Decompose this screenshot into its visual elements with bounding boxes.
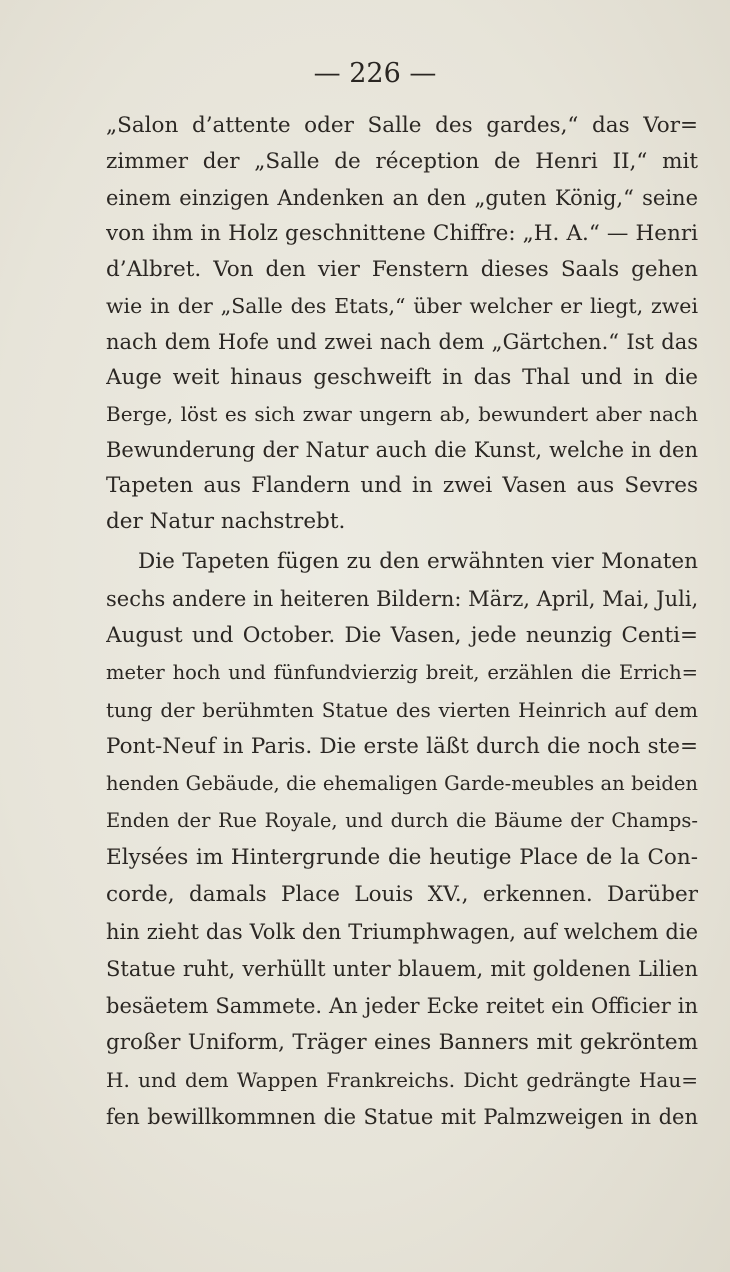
text-line: d’Albret. Von den vier Fenstern dieses Saals gehen bbox=[106, 257, 698, 282]
text-line: tung der berühmten Statue des vierten Heinrich auf dem bbox=[106, 698, 698, 722]
text-line: zimmer der „Salle de réception de Henri II,“ mit bbox=[106, 149, 698, 174]
text-line: „Salon d’attente oder Salle des gardes,“ das Vor= bbox=[106, 113, 698, 138]
text-line: henden Gebäude, die ehemaligen Garde-meubles an beiden bbox=[106, 772, 698, 795]
text-line: Elysées im Hintergrunde die heutige Place de la Con- bbox=[106, 845, 698, 870]
text-line: Die Tapeten fügen zu den erwähnten vier Monaten bbox=[138, 549, 698, 574]
text-line: großer Uniform, Träger eines Banners mit gekröntem bbox=[106, 1030, 698, 1055]
text-line: H. und dem Wappen Frankreichs. Dicht gedrängte Hau= bbox=[106, 1068, 698, 1092]
text-line: einem einzigen Andenken an den „guten König,“ seine bbox=[106, 186, 698, 210]
text-line: corde, damals Place Louis XV., erkennen. Darüber bbox=[106, 882, 698, 907]
text-line: Statue ruht, verhüllt unter blauem, mit goldenen Lilien bbox=[106, 957, 698, 981]
text-line: wie in der „Salle des Etats,“ über welcher er liegt, zwei bbox=[106, 294, 698, 318]
text-line: der Natur nachstrebt. bbox=[106, 509, 346, 534]
text-line: Pont-Neuf in Paris. Die erste läßt durch die noch ste= bbox=[106, 734, 698, 759]
text-line: Auge weit hinaus geschweift in das Thal und in die bbox=[106, 365, 698, 390]
text-line: sechs andere in heiteren Bildern: März, April, Mai, Juli, bbox=[106, 587, 698, 611]
text-line: meter hoch und fünfundvierzig breit, erzählen die Errich= bbox=[106, 661, 698, 684]
text-line: Bewunderung der Natur auch die Kunst, welche in den bbox=[106, 438, 698, 462]
text-line: fen bewillkommnen die Statue mit Palmzweigen in den bbox=[106, 1105, 698, 1129]
text-line: hin zieht das Volk den Triumphwagen, auf welchem die bbox=[106, 920, 698, 944]
page-number: — 226 — bbox=[313, 58, 437, 89]
text-line: Berge, löst es sich zwar ungern ab, bewundert aber nach bbox=[106, 402, 698, 426]
text-line: nach dem Hofe und zwei nach dem „Gärtchen.“ Ist das bbox=[106, 330, 698, 354]
text-line: Enden der Rue Royale, und durch die Bäume der Champs- bbox=[106, 809, 698, 832]
text-line: besäetem Sammete. An jeder Ecke reitet ein Officier in bbox=[106, 994, 698, 1018]
text-line: von ihm in Holz geschnittene Chiffre: „H. A.“ — Henri bbox=[106, 221, 698, 246]
text-line: August und October. Die Vasen, jede neunzig Centi= bbox=[106, 623, 698, 648]
text-line: Tapeten aus Flandern und in zwei Vasen aus Sevres bbox=[106, 473, 698, 498]
